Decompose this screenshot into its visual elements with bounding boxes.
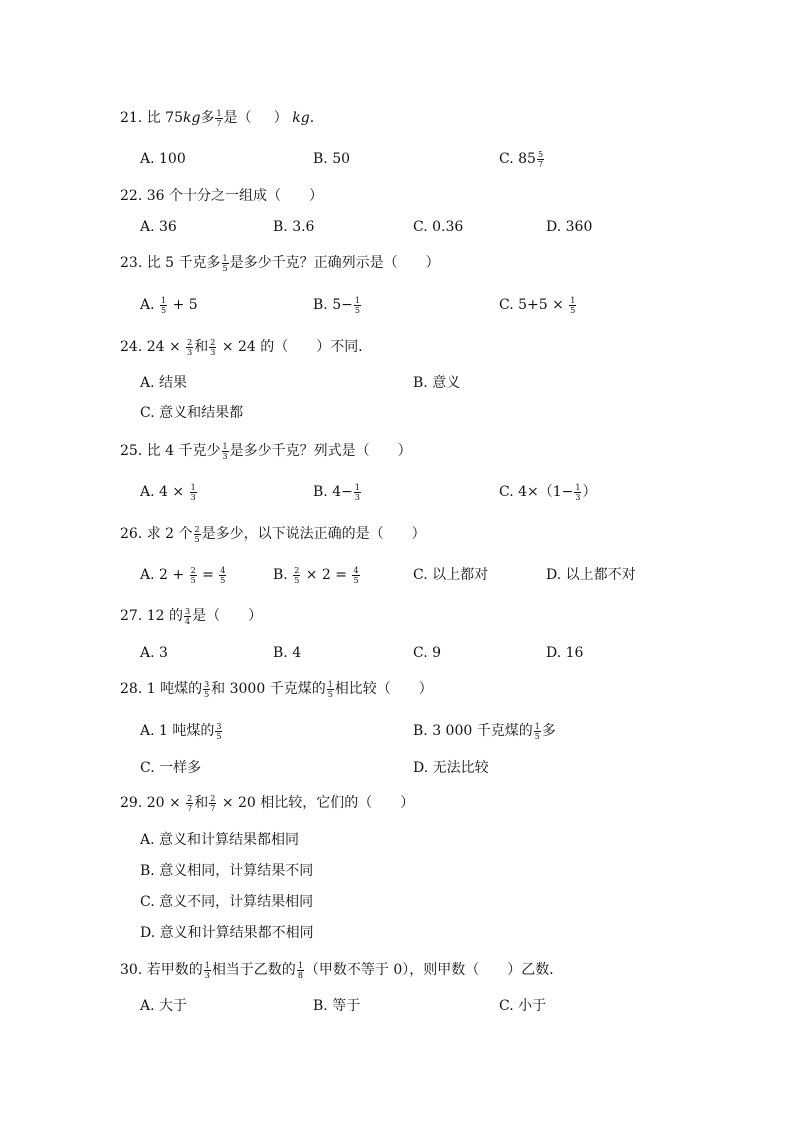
option-28-b[interactable]: B. 3 000 千克煤的 $\frac{1}{5}$ 多	[413, 721, 556, 741]
fraction: $\frac{4}{5}$	[353, 565, 359, 585]
option-30-b[interactable]: B. 等于	[313, 998, 361, 1014]
fraction: $\frac{1}{7}$	[216, 108, 222, 128]
fraction: $\frac{2}{5}$	[190, 565, 196, 585]
option-22-a[interactable]: A. 36	[140, 219, 177, 235]
fraction: $\frac{1}{3}$	[190, 482, 196, 502]
option-28-a[interactable]: A. 1 吨煤的 $\frac{3}{5}$	[140, 721, 222, 741]
option-29-b[interactable]: B. 意义相同，计算结果不同	[140, 863, 314, 879]
option-27-b[interactable]: B. 4	[273, 645, 302, 661]
option-23-c[interactable]: C. 5+5 × $\frac{1}{5}$	[499, 295, 576, 315]
fraction: $\frac{2}{7}$	[187, 793, 193, 813]
option-21-a[interactable]: A. 100	[140, 151, 186, 167]
question-29: 29. 20 × $\frac{2}{7}$ 和 $\frac{2}{7}$ × 20 相比较，它们的（ ）	[120, 793, 415, 813]
option-28-c[interactable]: C. 一样多	[140, 760, 202, 776]
fraction: $\frac{4}{5}$	[220, 565, 226, 585]
question-21-number: 21.	[120, 110, 143, 126]
option-24-a[interactable]: A. 结果	[140, 375, 188, 391]
fraction: $\frac{1}{5}$	[327, 679, 333, 699]
fraction: $\frac{1}{5}$	[570, 295, 576, 315]
option-21-b[interactable]: B. 50	[313, 151, 351, 167]
fraction: $\frac{5}{7}$	[537, 149, 544, 169]
fraction: $\frac{2}{5}$	[294, 565, 300, 585]
unit-kg: kg	[182, 110, 201, 126]
option-24-c[interactable]: C. 意义和结果都	[140, 405, 244, 421]
option-23-b[interactable]: B. 5− $\frac{1}{5}$	[313, 295, 360, 315]
question-21-text-e: ．	[309, 110, 324, 126]
fraction: $\frac{1}{5}$	[222, 253, 228, 273]
option-26-c[interactable]: C. 以上都对	[413, 567, 489, 583]
option-25-a[interactable]: A. 4 × $\frac{1}{3}$	[140, 482, 196, 502]
question-24: 24. 24 × $\frac{2}{3}$ 和 $\frac{2}{3}$ × 24 的（ ）不同．	[120, 337, 373, 357]
option-22-b[interactable]: B. 3.6	[273, 219, 315, 235]
option-22-d[interactable]: D. 360	[546, 219, 593, 235]
option-28-d[interactable]: D. 无法比较	[413, 760, 489, 776]
option-26-a[interactable]: A. 2 + $\frac{2}{5}$ = $\frac{4}{5}$	[140, 565, 226, 585]
fraction: $\frac{1}{8}$	[297, 960, 303, 980]
option-26-d[interactable]: D. 以上都不对	[546, 567, 636, 583]
option-27-d[interactable]: D. 16	[546, 645, 584, 661]
option-29-d[interactable]: D. 意义和计算结果都不相同	[140, 925, 314, 941]
option-29-a[interactable]: A. 意义和计算结果都相同	[140, 832, 300, 848]
fraction: $\frac{2}{3}$	[187, 337, 193, 357]
option-25-c[interactable]: C. 4×（1− $\frac{1}{3}$ ）	[499, 482, 597, 502]
option-21-c[interactable]: C. 85 $\frac{5}{7}$	[499, 149, 544, 169]
question-27: 27. 12 的 $\frac{3}{4}$ 是（ ）	[120, 606, 263, 626]
fraction: $\frac{3}{5}$	[204, 679, 210, 699]
fraction: $\frac{1}{5}$	[354, 295, 360, 315]
question-21	[120, 108, 324, 128]
fraction: $\frac{1}{3}$	[354, 482, 360, 502]
unit-kg-2: kg	[292, 110, 310, 126]
fraction: $\frac{1}{3}$	[222, 441, 228, 461]
fraction: $\frac{1}{5}$	[534, 721, 540, 741]
question-21-text-c: 是（	[223, 110, 252, 126]
fraction: $\frac{1}{3}$	[575, 482, 581, 502]
question-30: 30. 若甲数的 $\frac{1}{3}$ 相当于乙数的 $\frac{1}{8}$ （甲数不等于 0），则甲数（ ）乙数．	[120, 960, 564, 980]
fraction: $\frac{1}{5}$	[161, 295, 167, 315]
option-26-b[interactable]: B. $\frac{2}{5}$ × 2 = $\frac{4}{5}$	[273, 565, 359, 585]
option-27-c[interactable]: C. 9	[413, 645, 442, 661]
question-21-text-d: ）	[273, 110, 288, 126]
option-22-c[interactable]: C. 0.36	[413, 219, 464, 235]
option-29-c[interactable]: C. 意义不同，计算结果相同	[140, 894, 314, 910]
question-26: 26. 求 2 个 $\frac{2}{5}$ 是多少，以下说法正确的是（ ）	[120, 524, 426, 544]
fraction: $\frac{2}{3}$	[210, 337, 216, 357]
fraction: $\frac{3}{4}$	[184, 606, 191, 626]
option-30-c[interactable]: C. 小于	[499, 998, 547, 1014]
option-27-a[interactable]: A. 3	[140, 645, 168, 661]
fraction: $\frac{3}{5}$	[216, 721, 222, 741]
fraction: $\frac{2}{5}$	[194, 524, 200, 544]
option-30-a[interactable]: A. 大于	[140, 998, 188, 1014]
option-23-a[interactable]: A. $\frac{1}{5}$ + 5	[140, 295, 198, 315]
option-24-b[interactable]: B. 意义	[413, 375, 461, 391]
fraction: $\frac{1}{3}$	[204, 960, 210, 980]
question-21-text-a: 比 75	[146, 110, 183, 126]
question-28: 28. 1 吨煤的 $\frac{3}{5}$ 和 3000 千克煤的 $\frac{1}{5}$ 相比较（ ）	[120, 679, 433, 699]
option-25-b[interactable]: B. 4− $\frac{1}{3}$	[313, 482, 360, 502]
question-25: 25. 比 4 千克少 $\frac{1}{3}$ 是多少千克？列式是（ ）	[120, 441, 412, 461]
question-21-text-b: 多	[200, 110, 215, 126]
fraction: $\frac{2}{7}$	[210, 793, 216, 813]
question-22: 22. 36 个十分之一组成（ ）	[120, 188, 323, 204]
question-23: 23. 比 5 千克多 $\frac{1}{5}$ 是多少千克？正确列示是（ ）	[120, 253, 440, 273]
